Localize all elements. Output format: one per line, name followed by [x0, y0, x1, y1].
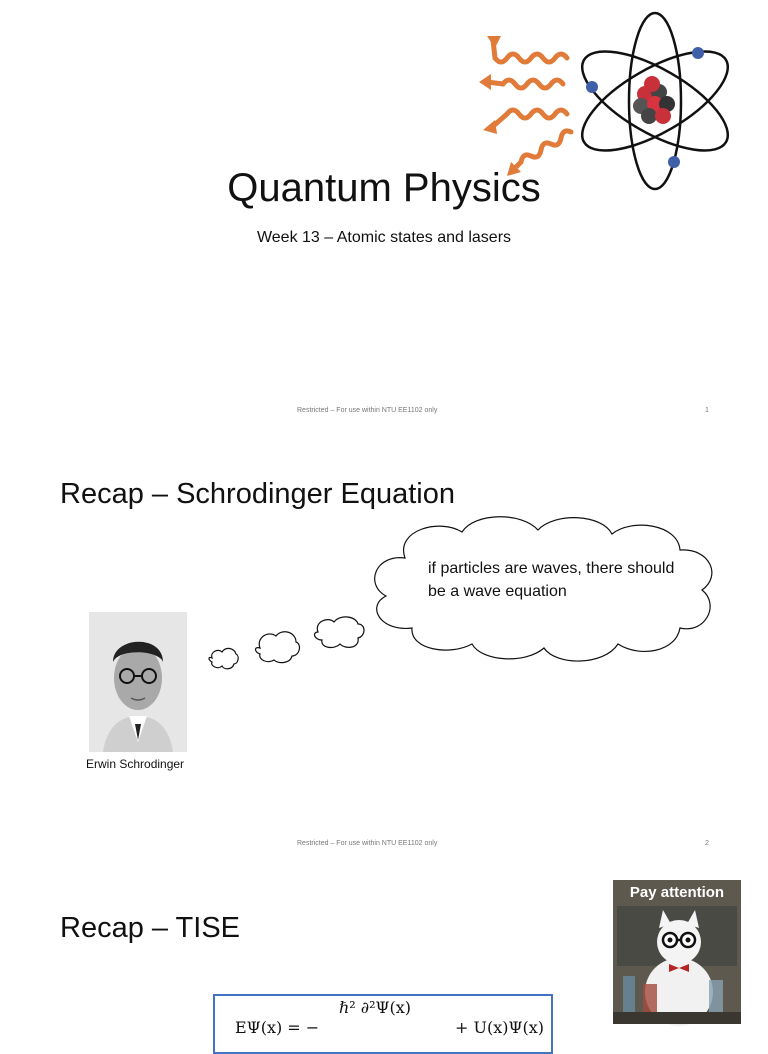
equation-lhs: EΨ(x) = − [235, 1018, 320, 1037]
nucleus [633, 76, 675, 124]
thought-text: if particles are waves, there should be a wave equation [428, 560, 675, 600]
slide-2 [0, 434, 768, 866]
slide-title: Recap – TISE [60, 912, 241, 944]
slide-1 [0, 0, 768, 432]
slide-3 [0, 868, 768, 1037]
slide-subtitle: Week 13 – Atomic states and lasers [256, 229, 512, 246]
equation-rhs: + U(x)Ψ(x) [455, 1018, 545, 1037]
equation-numerator: ℏ² ∂²Ψ(x) [339, 998, 412, 1017]
wave-arrow-1 [493, 40, 567, 62]
slide-footer: Restricted – For use within NTU EE1102 only [297, 407, 438, 414]
tise-equation-box [213, 994, 553, 1054]
schrodinger-photo [89, 612, 187, 752]
slide-title: Recap – Schrodinger Equation [60, 478, 455, 510]
pay-attention-meme [613, 880, 741, 1024]
electron-2 [586, 81, 598, 93]
photo-caption: Erwin Schrodinger [86, 757, 185, 771]
meme-caption: Pay attention [629, 884, 725, 901]
wave-arrow-2 [487, 80, 563, 88]
page-number: 2 [705, 840, 709, 847]
electron-1 [692, 47, 704, 59]
wave-arrow-3 [491, 110, 567, 128]
wave-arrow-4 [513, 131, 571, 170]
page-number: 1 [705, 407, 709, 414]
slide-footer: Restricted – For use within NTU EE1102 only [297, 840, 438, 847]
slide-title: Quantum Physics [227, 166, 541, 210]
